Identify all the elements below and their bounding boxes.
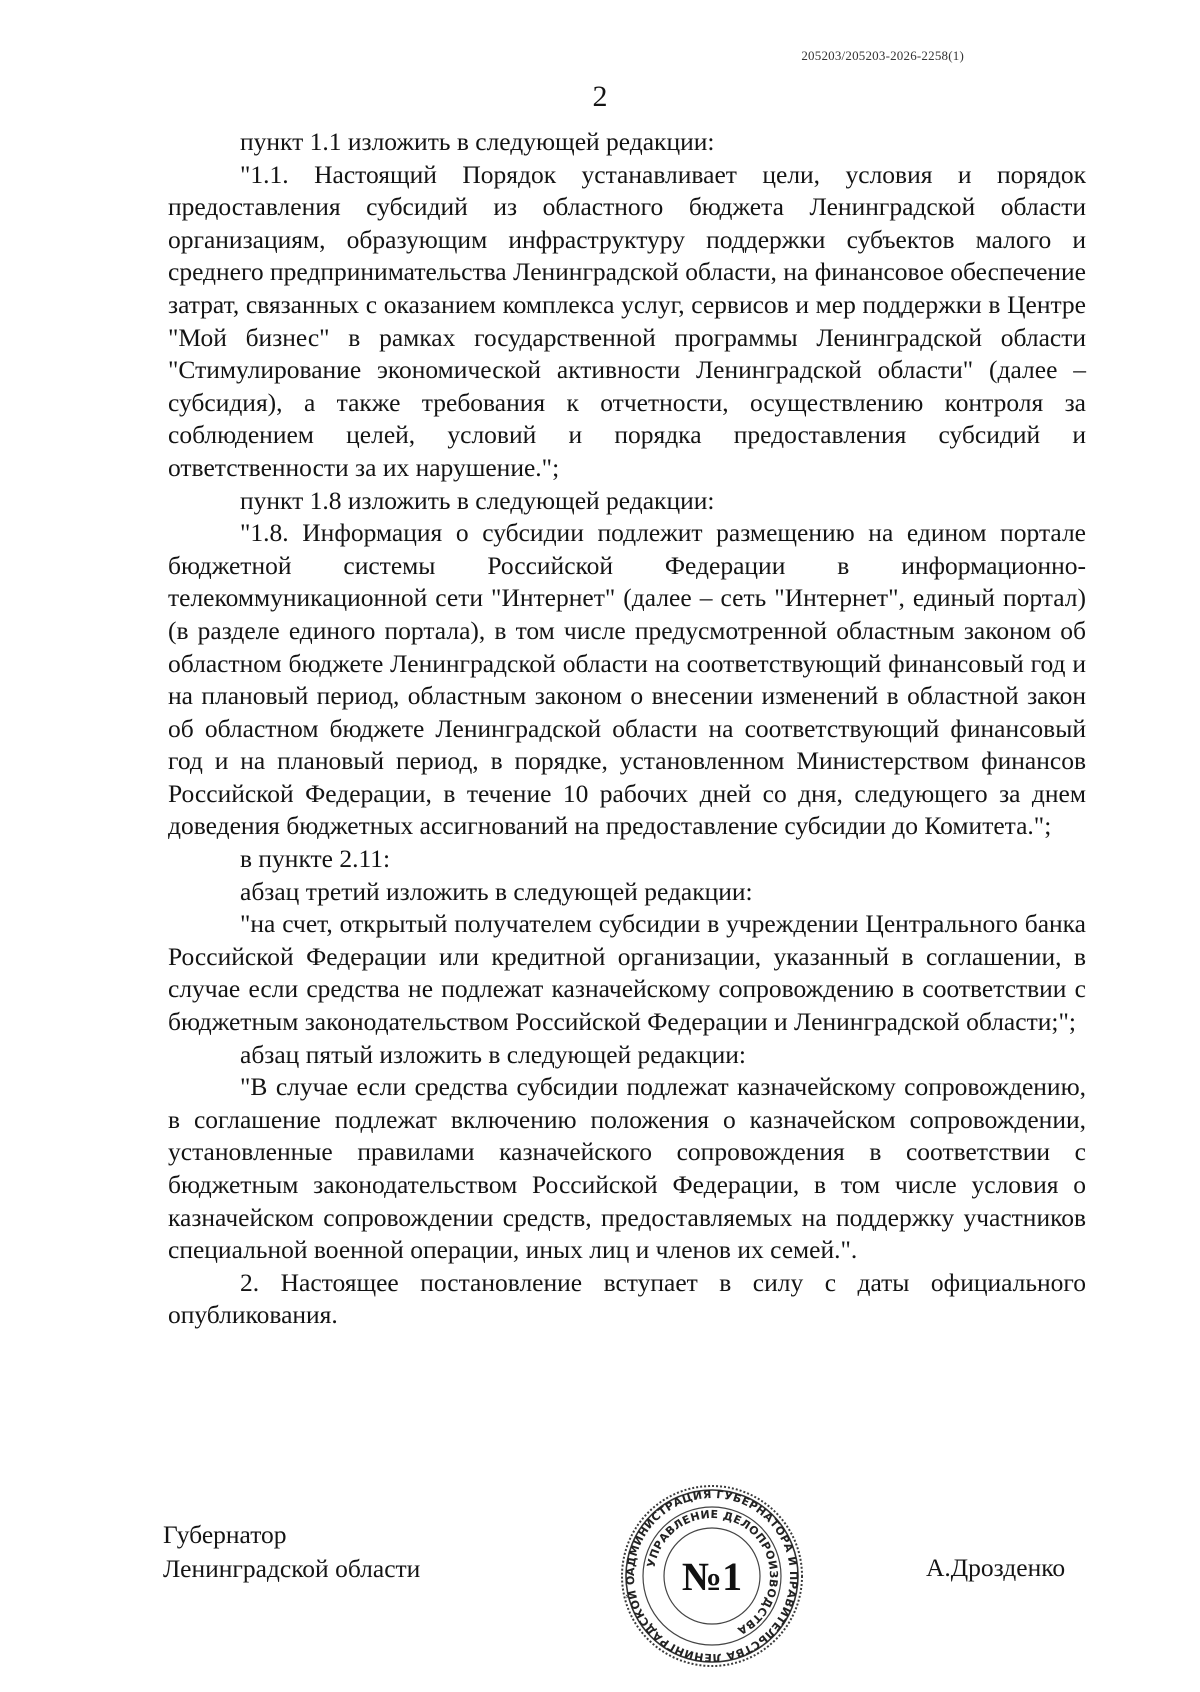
paragraph-7: "на счет, открытый получателем субсидии в учреждении Центрального банка Российской Федерации или кредитной организации, указанный в соглашении, в случае если средства не подлежат казначейскому сопровождению в соответствии с бюджетным законодательством Российской Федерации и Ленинградской области;";: [168, 909, 1086, 1037]
paragraph-2: "1.1. Настоящий Порядок устанавливает цели, условия и порядок предоставления субсидий из областного бюджета Ленинградской области организациям, образующим инфраструктуру поддержки субъектов малого и среднего предпринимательства Ленинградской области, на финансовое обеспечение затрат, связанных с оказанием комплекса услуг, сервисов и мер поддержки в Центре "Мой бизнес" в рамках государственной программы Ленинградской области "Стимулирование экономической активности Ленинградской области" (далее – субсидия), а также требования к отчетности, осуществлению контроля за соблюдением целей, условий и порядка предоставления субсидий и ответственности за их нарушение.";: [168, 159, 1086, 482]
paragraph-1: пункт 1.1 изложить в следующей редакции:: [240, 127, 715, 156]
paragraph-9: "В случае если средства субсидии подлежат казначейскому сопровождению, в соглашение подлежат включению положения о казначейском сопровождении, установленные правилами казначейского сопровождения в соответствии с бюджетным законодательством Российской Федерации, в том числе условия о казначейском сопровождении средств, предоставляемых на поддержку участников специальной военной операции, иных лиц и членов их семей.".: [168, 1072, 1086, 1265]
official-seal: [620, 1484, 804, 1668]
paragraph-3: пункт 1.8 изложить в следующей редакции:: [240, 485, 715, 515]
paragraph-10: 2. Настоящее постановление вступает в силу с даты официального опубликования.: [168, 1267, 1086, 1330]
signatory-position: [163, 1518, 420, 1586]
seal-center-number: №1: [681, 1554, 743, 1599]
seal-inner-text: УПРАВЛЕНИЕ ДЕЛОПРОИЗВОДСТВА: [644, 1507, 781, 1638]
document-body: [168, 126, 1086, 1332]
paragraph-4: "1.8. Информация о субсидии подлежит размещению на едином портале бюджетной системы Российской Федерации в информационно-телекоммуникационной сети "Интернет" (далее – сеть "Интернет", единый портал) (в разделе единого портала), в том числе предусмотренной областным законом об областном бюджете Ленинградской области на соответствующий финансовый год и на плановый период, областным законом о внесении изменений в областной закон об областном бюджете Ленинградской области на соответствующий финансовый год и на плановый период, в порядке, установленном Министерством финансов Российской Федерации, в течение 10 рабочих дней со дня, следующего за днем доведения бюджетных ассигнований на предоставление субсидии до Комитета.";: [168, 518, 1086, 841]
registration-number: 205203/205203-2026-2258(1): [801, 48, 964, 63]
paragraph-6: абзац третий изложить в следующей редакции:: [240, 876, 753, 906]
seal-outer-text: АДМИНИСТРАЦИЯ ГУБЕРНАТОРА И ПРАВИТЕЛЬСТВА ЛЕНИНГРАДСКОЙ О: [623, 1487, 801, 1665]
page-number: 2: [592, 80, 608, 113]
paragraph-5: в пункте 2.11:: [240, 844, 391, 874]
signatory-position-line-2: Ленинградской области: [163, 1554, 421, 1583]
seal-graphic: [620, 1484, 804, 1668]
signatory-position-line-1: Губернатор: [163, 1520, 287, 1549]
paragraph-8: абзац пятый изложить в следующей редакции:: [240, 1039, 746, 1069]
signatory-name: А.Дрозденко: [926, 1553, 1066, 1582]
